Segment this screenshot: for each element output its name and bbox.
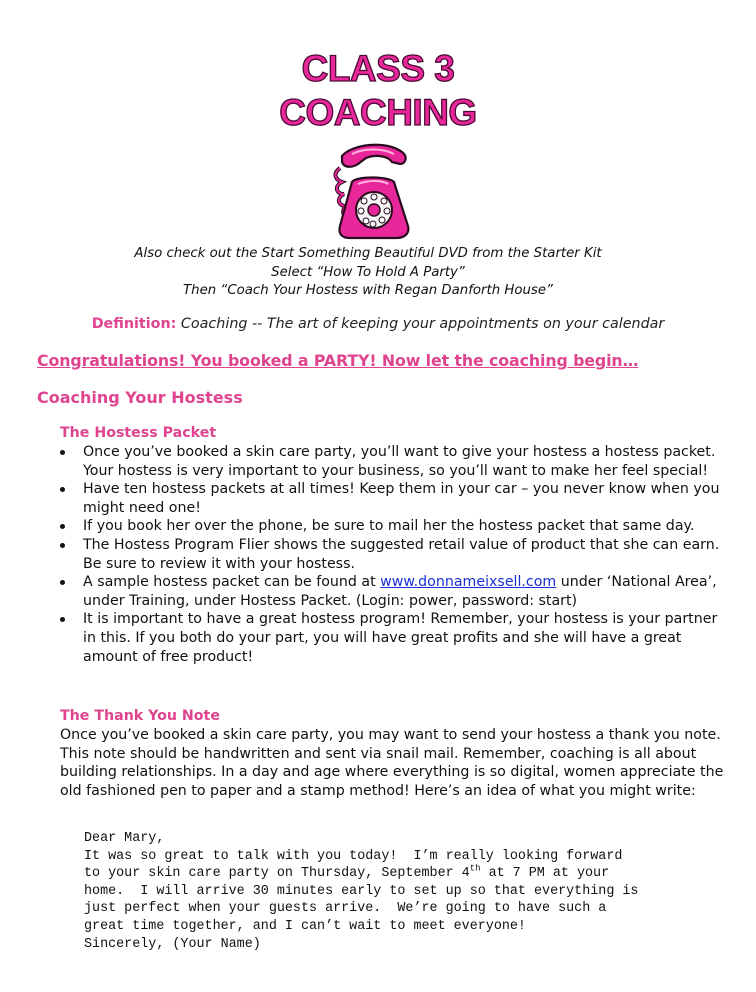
dvd-note-line-2: Select “How To Hold A Party” xyxy=(271,264,465,280)
thank-you-heading: The Thank You Note xyxy=(60,708,220,724)
bullet-icon xyxy=(60,543,65,548)
section-heading: Coaching Your Hostess xyxy=(37,388,243,407)
title-line-2: COACHING xyxy=(279,92,477,133)
sample-letter xyxy=(84,830,734,953)
donnameixsell-link[interactable]: www.donnameixsell.com xyxy=(380,574,557,591)
list-item-text: The Hostess Program Flier shows the suggested retail value of product that she can earn. Be sure to review it with your hostess. xyxy=(83,536,720,572)
list-item-text: If you book her over the phone, be sure to mail her the hostess packet that same day. xyxy=(83,518,695,535)
list-item xyxy=(60,536,732,573)
letter-line-post: at 7 PM at your xyxy=(480,866,610,882)
definition xyxy=(0,316,756,332)
title-line-1: CLASS 3 xyxy=(301,48,455,89)
list-item xyxy=(60,610,732,666)
list-item xyxy=(60,480,732,517)
list-item xyxy=(60,443,732,480)
bullet-icon xyxy=(60,487,65,492)
list-item xyxy=(60,573,732,610)
letter-line: great time together, and I can’t wait to meet everyone! xyxy=(84,918,526,934)
bullet-icon xyxy=(60,617,65,622)
hostess-packet-heading: The Hostess Packet xyxy=(60,425,217,441)
list-item xyxy=(60,517,732,536)
bullet-icon xyxy=(60,524,65,529)
list-item-text: Have ten hostess packets at all times! Keep them in your car – you never know when you might need one! xyxy=(83,481,720,516)
definition-text: Coaching -- The art of keeping your appointments on your calendar xyxy=(176,316,665,332)
dvd-note xyxy=(0,245,736,301)
thank-you-paragraph: Once you’ve booked a skin care party, you may want to send your hostess a thank you note. This note should be handwritten and sent via snail mail. Remember, coaching is all about building relationships. In a day and age where everything is so digital, women appreciate the old fashioned pen to paper and a stamp method! Here’s an idea of what you might write: xyxy=(60,727,724,799)
list-item-text-pre: A sample hostess packet can be found at xyxy=(83,574,381,591)
bullet-icon xyxy=(60,580,65,585)
letter-line: home. I will arrive 30 minutes early to set up so that everything is xyxy=(84,883,639,899)
list-item-text-post: under ‘National Area’, under Training, under Hostess Packet. (Login: power, password: start) xyxy=(83,574,717,609)
letter-line-pre: to your skin care party on Thursday, September 4 xyxy=(84,866,470,882)
letter-line: It was so great to talk with you today! I’m really looking forward xyxy=(84,848,623,864)
list-item-text: Once you’ve booked a skin care party, you’ll want to give your hostess a hostess packet. Your hostess is very important to your business, so you’ll want to make her feel special! xyxy=(83,444,716,479)
list-item-text: It is important to have a great hostess program! Remember, your hostess is your partner in this. If you both do your part, you will have great profits and she will have a great amount of free product! xyxy=(83,611,718,665)
bullet-icon xyxy=(60,450,65,455)
letter-line: Dear Mary, xyxy=(84,831,165,846)
pink-rotary-phone-icon xyxy=(322,142,422,244)
definition-label: Definition: xyxy=(91,316,177,332)
page-title xyxy=(0,47,756,135)
letter-line: Sincerely, (Your Name) xyxy=(84,936,261,952)
congrats-banner: Congratulations! You booked a PARTY! Now let the coaching begin… xyxy=(37,351,639,370)
letter-line xyxy=(84,865,734,883)
dvd-note-line-1: Also check out the Start Something Beautiful DVD from the Starter Kit xyxy=(134,246,602,261)
hostess-packet-list xyxy=(60,443,732,666)
dvd-note-line-3: Then “Coach Your Hostess with Regan Danforth House” xyxy=(183,283,553,298)
letter-superscript: th xyxy=(469,863,481,874)
letter-line: just perfect when your guests arrive. We’re going to have such a xyxy=(84,901,607,917)
